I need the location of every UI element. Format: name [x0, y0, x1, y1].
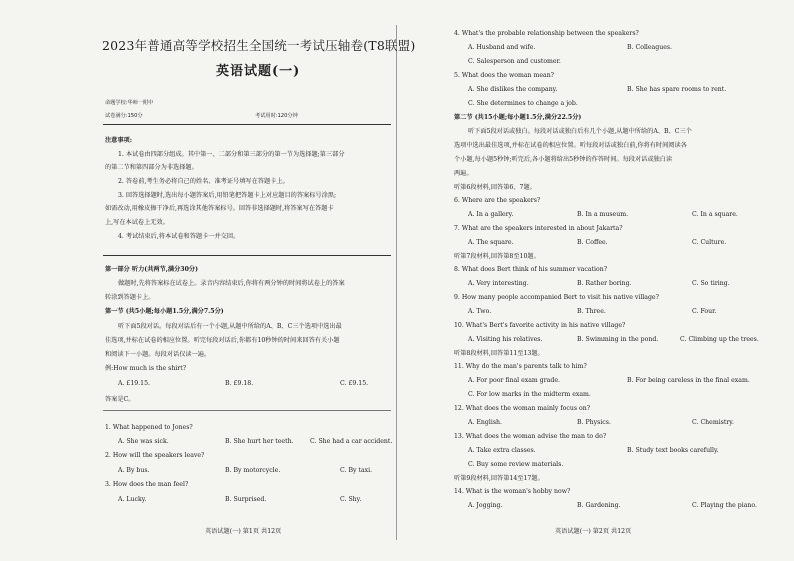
- q13-option-a: A. Take extra classes.: [468, 447, 536, 454]
- notice-line: 上,写在本试卷上无效。: [105, 219, 169, 226]
- q8-option-c: C. So tiring.: [692, 280, 730, 287]
- q10-option-a: A. Visiting his relatives.: [468, 336, 543, 343]
- section2-intro-line: 选项中选出最佳选项,并标在试卷的相应位置。听每段对话或独白前,你将有时间阅读各: [454, 142, 687, 149]
- q9-option-b: B. Three.: [577, 308, 606, 315]
- q9-option-c: C. Four.: [692, 308, 717, 315]
- notice-line: 4. 考试结束后,将本试卷和答题卡一并交回。: [118, 233, 240, 240]
- notice-line: 如需改动,用橡皮擦干净后,再选涂其他答案标号。回答非选择题时,将答案写在答题卡: [105, 205, 334, 212]
- question-14: 14. What is the woman's hobby now?: [454, 488, 571, 495]
- notice-line: 2. 答卷前,考生务必将自己的姓名、准考证号填写在答题卡上。: [118, 178, 289, 185]
- question-5: 5. What does the woman mean?: [454, 72, 554, 79]
- page-footer: 英语试题(一) 第2页 共12页: [555, 528, 632, 535]
- q2-option-c: C. By taxi.: [340, 467, 373, 474]
- q12-option-a: A. English.: [468, 419, 502, 426]
- section2-intro-line: 听下面5段对话或独白。每段对话或独白后有几个小题,从题中所给的A、B、C三个: [468, 128, 692, 135]
- question-10: 10. What's Bert's favorite activity in his native village?: [454, 322, 626, 329]
- right-page: [397, 0, 794, 561]
- question-9: 9. How many people accompanied Bert to visit his native village?: [454, 294, 659, 301]
- q7-option-a: A. The square.: [468, 239, 514, 246]
- q14-option-a: A. Jogging.: [468, 502, 503, 509]
- q4-option-b: B. Colleagues.: [627, 44, 672, 51]
- section2-intro-line: 个小题,每小题5秒钟;听完后,各小题将给出5秒钟的作答时间。每段对话或独白读: [454, 156, 673, 163]
- part1-intro-line: 做题时,先将答案标在试卷上。录音内容结束后,你将有两分钟的时间将试卷上的答案: [118, 280, 345, 287]
- example-question: 例:How much is the shirt?: [105, 365, 187, 372]
- example-rule: [103, 410, 391, 411]
- notice-line: 3. 回答选择题时,选出每小题答案后,用铅笔把答题卡上对应题目的答案标号涂黑;: [118, 192, 337, 199]
- page-footer: 英语试题(一) 第1页 共12页: [205, 528, 282, 535]
- school-label: 命题学校:华师一附中: [105, 100, 154, 106]
- q8-option-b: B. Rather boring.: [577, 280, 632, 287]
- question-2: 2. How will the speakers leave?: [105, 452, 205, 459]
- section2-intro-line: 两遍。: [454, 170, 473, 177]
- notice-line: 的第二节和第四部分为非选择题。: [105, 164, 198, 171]
- example-answer: 答案是C。: [105, 396, 135, 403]
- q8-option-a: A. Very interesting.: [468, 280, 529, 287]
- notice-heading: 注意事项:: [105, 137, 133, 144]
- q5-option-c: C. She determines to change a job.: [468, 100, 578, 107]
- question-3: 3. How does the man feel?: [105, 481, 189, 488]
- q10-option-b: B. Swimming in the pond.: [577, 336, 659, 343]
- question-12: 12. What does the woman mainly focus on?: [454, 405, 591, 412]
- q1-option-c: C. She had a car accident.: [310, 438, 393, 445]
- q3-option-c: C. Shy.: [340, 496, 362, 503]
- q4-option-c: C. Salesperson and customer.: [468, 58, 561, 65]
- q7-option-c: C. Culture.: [692, 239, 727, 246]
- header-rule: [103, 124, 391, 125]
- question-7: 7. What are the speakers interested in about Jakarta?: [454, 225, 623, 232]
- example-option-c: C. £9.15.: [340, 380, 369, 387]
- q14-option-c: C. Playing the piano.: [692, 502, 757, 509]
- notice-rule: [103, 255, 391, 256]
- material-6-label: 听第6段材料,回答第6、7题。: [454, 184, 536, 191]
- q11-option-c: C. For low marks in the midterm exam.: [468, 391, 591, 398]
- section1-intro-line: 和阅读下一小题。每段对话仅读一遍。: [105, 351, 211, 358]
- section1-intro-line: 佳选项,并标在试卷的相应位置。听完每段对话后,你都有10秒钟的时间来回答有关小题: [105, 337, 340, 344]
- q11-option-a: A. For poor final exam grade.: [468, 377, 560, 384]
- part1-heading: 第一部分 听力(共两节,满分30分): [105, 266, 199, 273]
- question-4: 4. What's the probable relationship between the speakers?: [454, 30, 639, 37]
- section2-heading: 第二节 (共15小题;每小题1.5分,满分22.5分): [454, 114, 582, 121]
- question-11: 11. Why do the man's parents talk to him?: [454, 363, 587, 370]
- q6-option-c: C. In a square.: [692, 211, 738, 218]
- exam-subtitle: 英语试题(一): [216, 64, 301, 79]
- q4-option-a: A. Husband and wife.: [468, 44, 536, 51]
- q9-option-a: A. Two.: [468, 308, 492, 315]
- part1-intro-line: 转涂到答题卡上。: [105, 294, 155, 301]
- example-option-a: A. £19.15.: [118, 380, 151, 387]
- q3-option-a: A. Lucky.: [118, 496, 147, 503]
- q13-option-c: C. Buy some review materials.: [468, 461, 564, 468]
- q1-option-b: B. She hurt her teeth.: [225, 438, 294, 445]
- material-8-label: 听第8段材料,回答第11至13题。: [454, 350, 544, 357]
- question-1: 1. What happened to Jones?: [105, 424, 193, 431]
- time-label: 考试用时:120分钟: [255, 113, 298, 119]
- q7-option-b: B. Coffee.: [577, 239, 608, 246]
- q12-option-b: B. Physics.: [577, 419, 611, 426]
- section1-intro-line: 听下面5段对话。每段对话后有一个小题,从题中所给的A、B、C三个选项中选出最: [118, 323, 342, 330]
- q6-option-a: A. In a gallery.: [468, 211, 514, 218]
- exam-title: 2023年普通高等学校招生全国统一考试压轴卷(T8联盟): [102, 38, 416, 53]
- question-6: 6. Where are the speakers?: [454, 197, 541, 204]
- question-8: 8. What does Bert think of his summer vacation?: [454, 266, 608, 273]
- q11-option-b: B. For being careless in the final exam.: [627, 377, 750, 384]
- question-13: 13. What does the woman advise the man to do?: [454, 433, 607, 440]
- score-label: 试卷满分:150分: [105, 113, 143, 119]
- q5-option-a: A. She dislikes the company.: [468, 86, 558, 93]
- q10-option-c: C. Climbing up the trees.: [680, 336, 759, 343]
- notice-line: 1. 本试卷由四部分组成。其中第一、二部分和第三部分的第一节为选择题;第三部分: [118, 151, 345, 158]
- q13-option-b: B. Study text books carefully.: [627, 447, 719, 454]
- q12-option-c: C. Chemistry.: [692, 419, 734, 426]
- q1-option-a: A. She was sick.: [118, 438, 169, 445]
- example-option-b: B. £9.18.: [225, 380, 254, 387]
- material-7-label: 听第7段材料,回答第8至10题。: [454, 253, 540, 260]
- section1-heading: 第一节 (共5小题;每小题1.5分,满分7.5分): [105, 308, 224, 315]
- q6-option-b: B. In a museum.: [577, 211, 629, 218]
- q14-option-b: B. Gardening.: [577, 502, 621, 509]
- q5-option-b: B. She has spare rooms to rent.: [627, 86, 727, 93]
- q3-option-b: B. Surprised.: [225, 496, 267, 503]
- q2-option-a: A. By bus.: [118, 467, 150, 474]
- material-9-label: 听第9段材料,回答第14至17题。: [454, 475, 544, 482]
- q2-option-b: B. By motorcycle.: [225, 467, 281, 474]
